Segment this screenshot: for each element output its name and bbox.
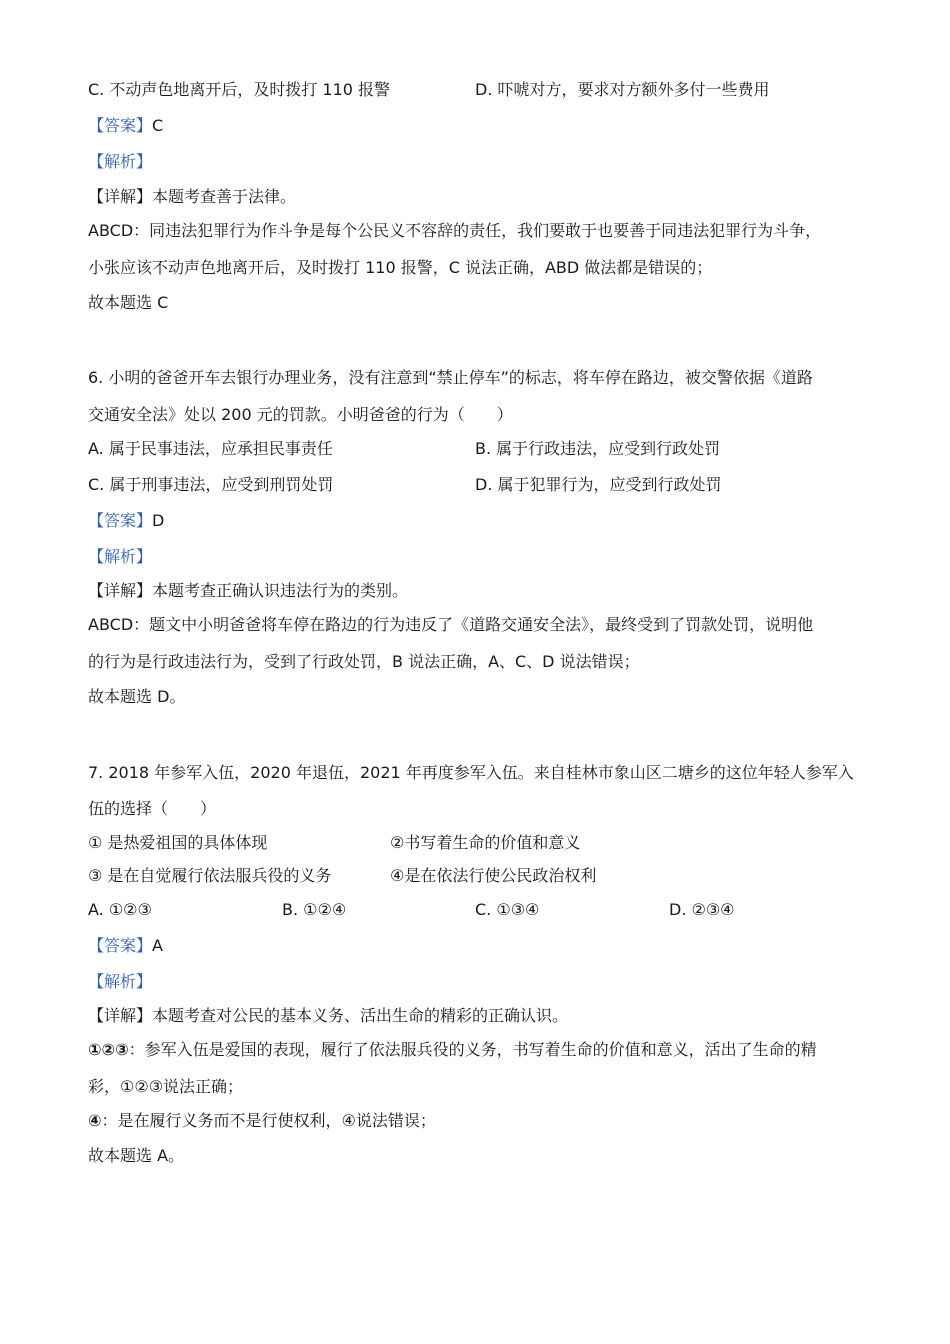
q5-detail-line	[88, 187, 296, 207]
q6-detail-line	[88, 581, 408, 601]
q7-detail: 本题考查对公民的基本义务、活出生命的精彩的正确认识。	[152, 1006, 569, 1025]
q6-option-b: B. 属于行政违法，应受到行政处罚	[475, 439, 721, 458]
q6-answer: D	[152, 511, 165, 530]
q7-explanation-1	[88, 1040, 817, 1060]
q7-answer-line	[88, 936, 163, 956]
q5-answer-line	[88, 116, 163, 136]
q7-expl1-text: ：参军入伍是爱国的表现，履行了依法服兵役的义务，书写着生命的价值和意义，活出了生命的精	[128, 1040, 817, 1059]
q7-item-2: ②书写着生命的价值和意义	[390, 833, 581, 852]
q5-option-d: D. 吓唬对方，要求对方额外多付一些费用	[475, 80, 770, 99]
q5-option-c: C. 不动声色地离开后，及时拨打 110 报警	[88, 80, 391, 99]
q7-option-a: A. ①②③	[88, 900, 152, 919]
q6-explanation-2: 的行为是行政违法行为，受到了行政处罚，B 说法正确，A、C、D 说法错误；	[88, 652, 640, 671]
answer-tag: 【答案】	[88, 936, 153, 955]
q6-detail: 本题考查正确认识违法行为的类别。	[152, 581, 409, 600]
q6-option-a: A. 属于民事违法，应承担民事责任	[88, 439, 333, 458]
q7-option-c: C. ①③④	[475, 900, 540, 919]
q7-detail-line	[88, 1006, 568, 1026]
q6-stem-2: 交通安全法》处以 200 元的罚款。小明爸爸的行为（ ）	[88, 405, 513, 424]
q7-option-b: B. ①②④	[282, 900, 347, 919]
q7-expl3-text: ：是在履行义务而不是行使权利，④说法错误；	[101, 1111, 436, 1130]
q7-item-1: ① 是热爱祖国的具体体现	[88, 833, 268, 852]
detail-tag: 【详解】	[88, 1006, 153, 1025]
q7-expl3-lead: ④	[88, 1111, 102, 1130]
q7-explanation-2: 彩，①②③说法正确；	[88, 1077, 244, 1096]
q7-expl1-lead: ①②③	[88, 1040, 129, 1059]
q7-explanation-3	[88, 1111, 436, 1131]
q6-stem-1: 6. 小明的爸爸开车去银行办理业务，没有注意到“禁止停车”的标志，将车停在路边，被交警依据《道路	[88, 368, 813, 387]
q5-detail: 本题考查善于法律。	[152, 187, 297, 206]
detail-tag: 【详解】	[88, 581, 153, 600]
detail-tag: 【详解】	[88, 187, 153, 206]
q6-analysis-tag: 【解析】	[88, 547, 153, 566]
q6-conclusion: 故本题选 D。	[88, 687, 186, 706]
q7-stem-2: 伍的选择（ ）	[88, 799, 217, 818]
q5-explanation-1: ABCD：同违法犯罪行为作斗争是每个公民义不容辞的责任，我们要敢于也要善于同违法犯罪行为斗争，	[88, 221, 822, 240]
q7-item-4: ④是在依法行使公民政治权利	[390, 866, 597, 885]
q6-option-d: D. 属于犯罪行为，应受到行政处罚	[475, 475, 722, 494]
q5-analysis-tag: 【解析】	[88, 152, 153, 171]
q5-explanation-2: 小张应该不动声色地离开后，及时拨打 110 报警，C 说法正确，ABD 做法都是错误的；	[88, 258, 713, 277]
answer-tag: 【答案】	[88, 511, 153, 530]
q7-analysis-tag: 【解析】	[88, 972, 153, 991]
q7-option-d: D. ②③④	[669, 900, 735, 919]
q6-explanation-1: ABCD：题文中小明爸爸将车停在路边的行为违反了《道路交通安全法》，最终受到了罚款处罚，说明他	[88, 615, 814, 634]
q6-option-c: C. 属于刑事违法，应受到刑罚处罚	[88, 475, 334, 494]
q7-answer: A	[152, 936, 163, 955]
q7-item-3: ③ 是在自觉履行依法服兵役的义务	[88, 866, 332, 885]
q7-stem-1: 7. 2018 年参军入伍，2020 年退伍，2021 年再度参军入伍。来自桂林市象山区二塘乡的这位年轻人参军入	[88, 763, 854, 782]
q5-conclusion: 故本题选 C	[88, 293, 169, 312]
answer-tag: 【答案】	[88, 116, 153, 135]
q5-answer: C	[152, 116, 164, 135]
q6-answer-line	[88, 511, 164, 531]
q7-conclusion: 故本题选 A。	[88, 1146, 185, 1165]
